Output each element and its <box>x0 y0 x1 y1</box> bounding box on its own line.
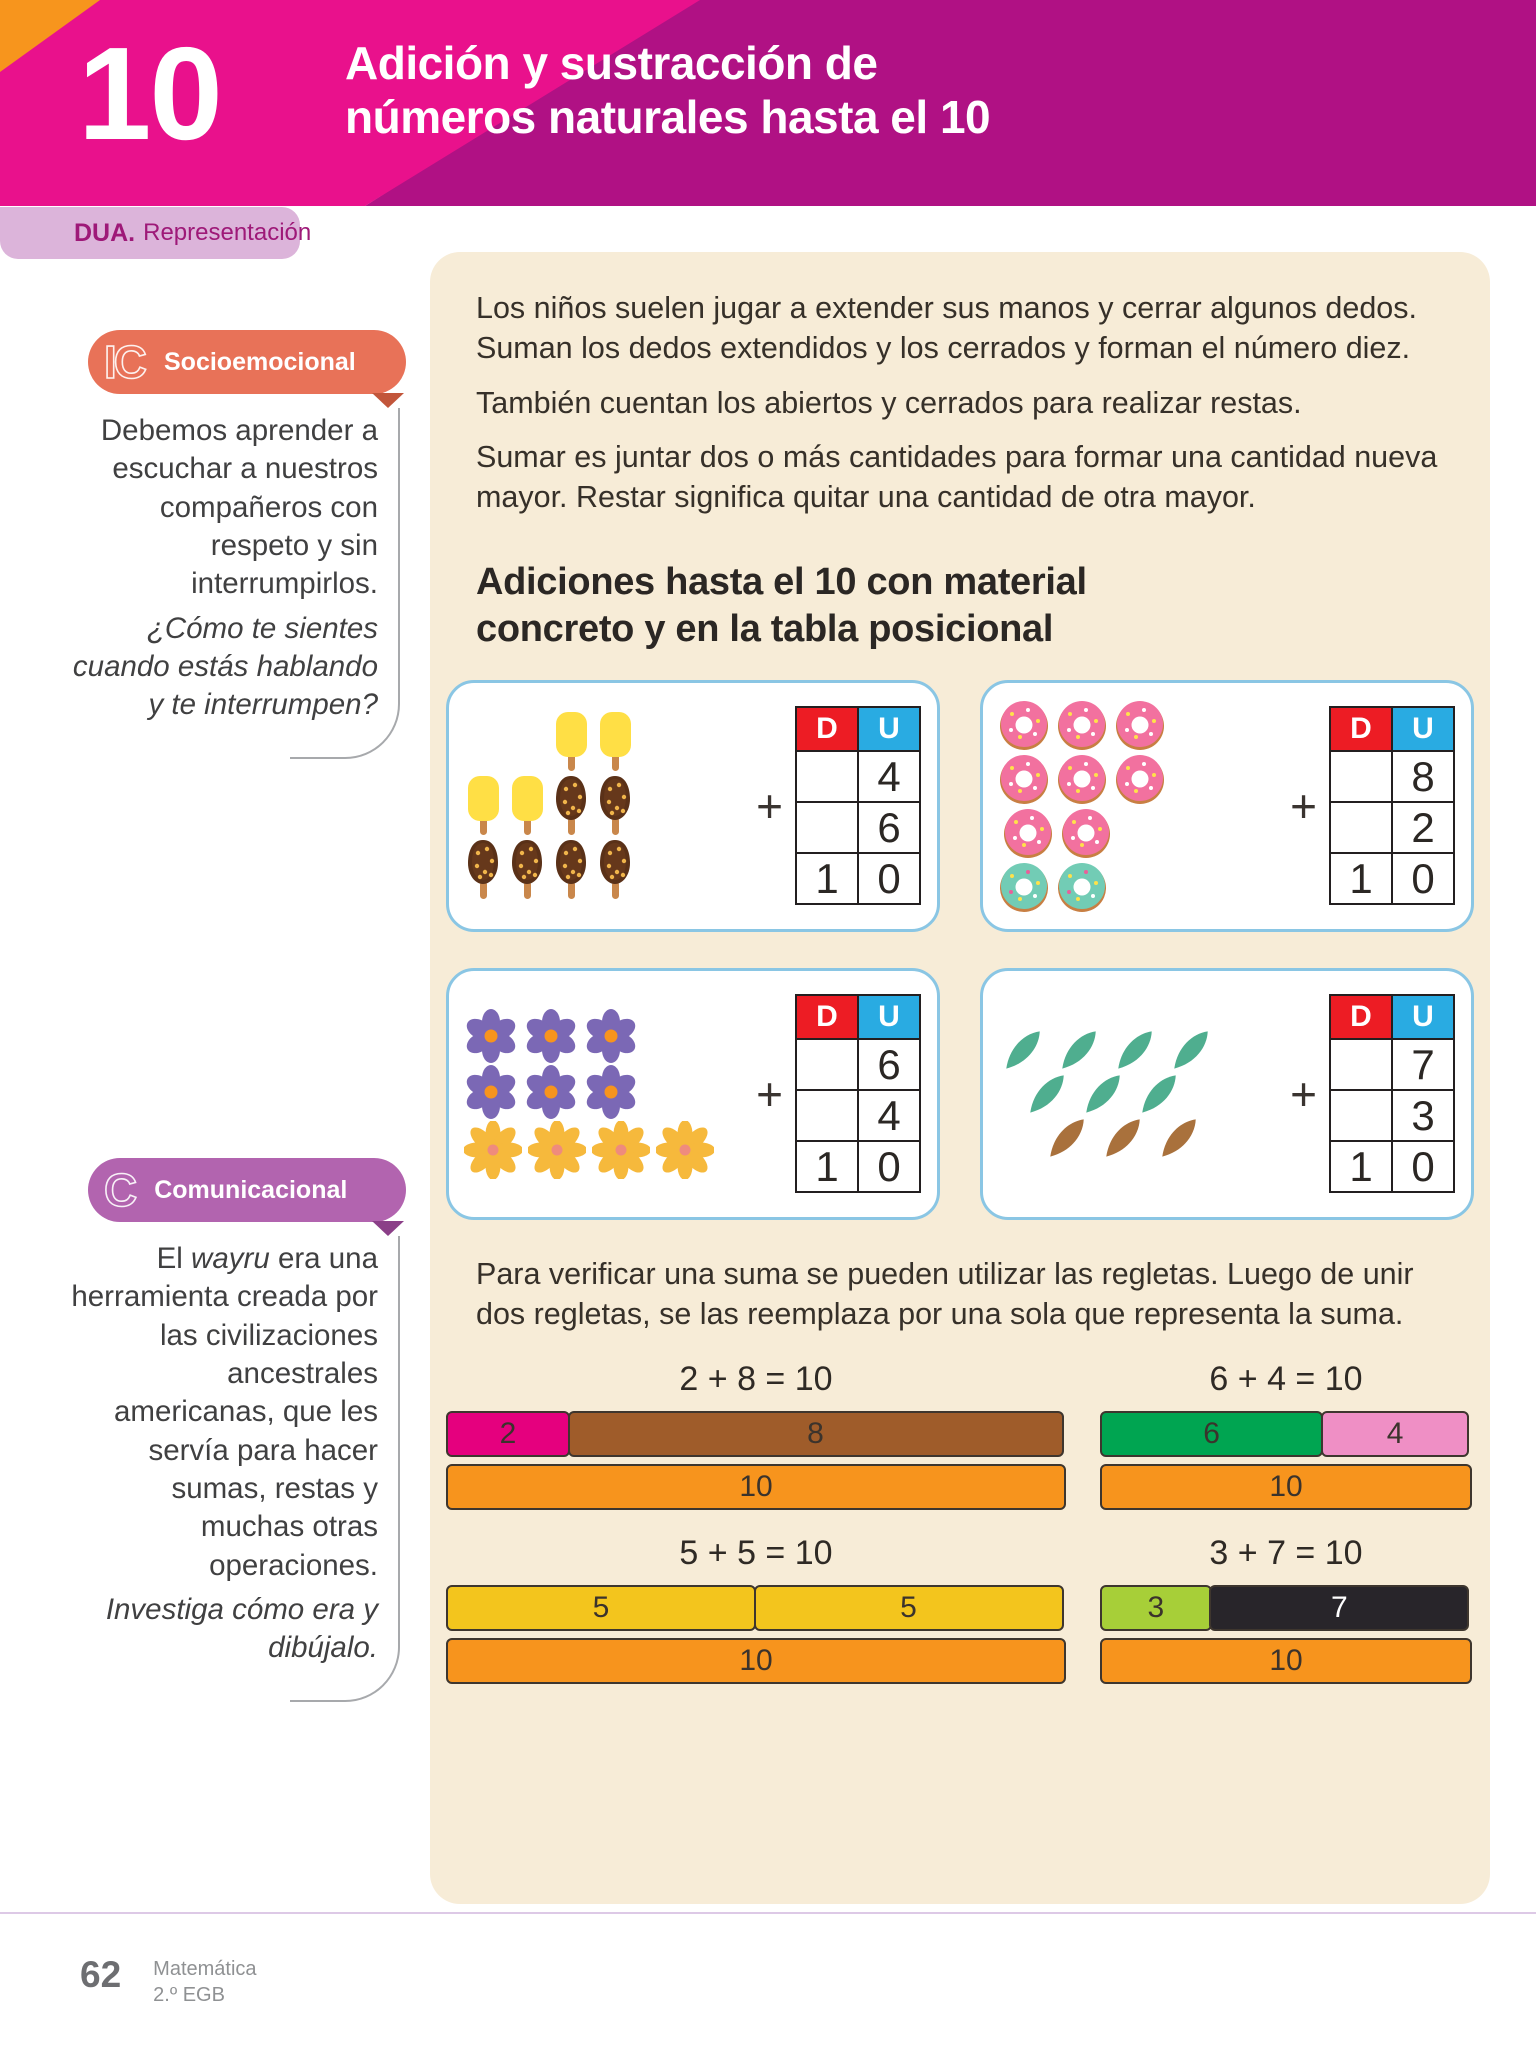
comunicacional-label: Comunicacional <box>154 1175 348 1204</box>
sum-rod-row <box>1100 1638 1472 1684</box>
leaf-brown-icon <box>1042 1111 1092 1165</box>
place-value-cell <box>796 1039 858 1090</box>
place-value-cell: 4 <box>858 751 920 802</box>
comunicacional-logo-icon: C <box>104 1164 135 1216</box>
place-value-cell: 0 <box>858 853 920 904</box>
flower-yellow-icon <box>592 1121 650 1179</box>
donuts-box <box>980 680 1474 932</box>
verify-paragraph: Para verificar una suma se pueden utilizar las regletas. Luego de unir dos regletas, se las reemplaza por una sola que representa la suma. <box>476 1256 1414 1332</box>
flower-purple-icon <box>524 1009 578 1063</box>
illustration-row <box>461 774 744 838</box>
intro-paragraph-3: Sumar es juntar dos o más cantidades para formar una cantidad nueva mayor. Restar significa quitar una cantidad de otra mayor. <box>476 439 1438 514</box>
page-title-line2: números naturales hasta el 10 <box>345 91 991 144</box>
place-value-cell <box>1330 1090 1392 1141</box>
rod-equation: 3 + 7 = 10 <box>1209 1534 1363 1573</box>
flower-purple-icon <box>584 1009 638 1063</box>
place-value-cell <box>796 1090 858 1141</box>
place-value-cell <box>1330 1039 1392 1090</box>
addend-rods-row <box>446 1411 1066 1457</box>
donuts-illustration <box>995 698 1278 914</box>
flowers-box <box>446 968 940 1220</box>
place-value-cell <box>1330 751 1392 802</box>
place-value-cell: 4 <box>858 1090 920 1141</box>
tens-header: D <box>796 995 858 1039</box>
page-title <box>345 36 990 145</box>
illustration-row <box>461 1064 744 1120</box>
donut-pink-icon <box>1002 807 1054 859</box>
flower-purple-icon <box>464 1065 518 1119</box>
socioemocional-header <box>88 330 406 394</box>
rod-equation: 6 + 4 = 10 <box>1209 1360 1363 1399</box>
place-value-cell: 7 <box>1392 1039 1454 1090</box>
illustration-row <box>461 710 744 774</box>
place-value-cell: 2 <box>1392 802 1454 853</box>
rod-equation: 5 + 5 = 10 <box>679 1534 833 1573</box>
note-border-decoration <box>290 1236 400 1702</box>
section-heading: Adiciones hasta el 10 con material concreto y en la tabla posicional <box>476 561 1087 650</box>
plus-sign: + <box>1290 779 1317 832</box>
choco-pop-icon <box>596 775 634 837</box>
rod-10: 10 <box>446 1638 1066 1684</box>
tens-header: D <box>1330 995 1392 1039</box>
page-title-line1: Adición y sustracción de <box>345 37 878 89</box>
striped-pop-icon <box>552 711 590 773</box>
footer-subject: Matemática <box>153 1958 257 1980</box>
place-value-cell: 8 <box>1392 751 1454 802</box>
donut-pink-icon <box>998 699 1050 751</box>
addend-rods-row <box>1100 1585 1472 1631</box>
dua-badge <box>0 207 312 259</box>
popsicles-illustration <box>461 710 744 902</box>
footer-divider <box>0 1912 1536 1914</box>
socioemocional-text: Debemos aprender a escuchar a nuestros compañeros con respeto y sin interrumpirlos. <box>100 414 378 601</box>
rod-5: 5 <box>754 1585 1064 1631</box>
units-header: U <box>1392 707 1454 751</box>
donut-pink-icon <box>1114 699 1166 751</box>
place-value-cell: 0 <box>1392 1141 1454 1192</box>
sum-rod-row <box>1100 1464 1472 1510</box>
units-header: U <box>1392 995 1454 1039</box>
pill-fold-decoration <box>372 1221 404 1236</box>
materials-grid <box>446 680 1474 1220</box>
rod-group <box>1100 1360 1472 1510</box>
place-value-cell: 3 <box>1392 1090 1454 1141</box>
socioemocional-label: Socioemocional <box>164 347 356 376</box>
intro-paragraph-2: También cuentan los abiertos y cerrados para realizar restas. <box>476 385 1302 420</box>
place-value-cell <box>1330 802 1392 853</box>
comunicacional-text-italic: wayru <box>191 1242 270 1275</box>
place-value-cell: 1 <box>796 1141 858 1192</box>
units-header: U <box>858 707 920 751</box>
choco-pop-icon <box>552 775 590 837</box>
page-footer <box>80 1954 257 2008</box>
main-content-panel <box>430 252 1490 1904</box>
rod-group <box>1100 1534 1472 1684</box>
place-value-table <box>795 706 921 905</box>
rod-5: 5 <box>446 1585 756 1631</box>
rod-group <box>446 1534 1066 1684</box>
place-value-cell <box>796 802 858 853</box>
comunicacional-question: Investiga cómo era y dibújalo. <box>105 1593 378 1665</box>
comunicacional-text-suffix: era una herramienta creada por las civilizaciones ancestrales americanas, que les servía para hacer sumas, restas y muchas otras operaciones. <box>71 1242 378 1582</box>
sum-rod-row <box>446 1638 1066 1684</box>
donut-pink-icon <box>1056 699 1108 751</box>
donut-mint-icon <box>1056 861 1108 913</box>
flower-purple-icon <box>584 1065 638 1119</box>
rod-10: 10 <box>1100 1638 1472 1684</box>
page-number: 62 <box>80 1954 122 1995</box>
donut-pink-icon <box>998 753 1050 805</box>
illustration-row <box>995 698 1278 752</box>
addend-rods-row <box>446 1585 1066 1631</box>
popsicles-box <box>446 680 940 932</box>
unit-number: 10 <box>78 20 221 167</box>
footer-meta <box>153 1954 256 2008</box>
pill-fold-decoration <box>372 393 404 408</box>
illustration-row <box>461 838 744 902</box>
striped-pop-icon <box>596 711 634 773</box>
place-value-cell <box>796 751 858 802</box>
illustration-row <box>995 806 1278 860</box>
rod-4: 4 <box>1321 1411 1470 1457</box>
place-value-table <box>1329 994 1455 1193</box>
place-value-cell: 1 <box>796 853 858 904</box>
socioemocional-note <box>70 408 400 759</box>
rod-3: 3 <box>1100 1585 1212 1631</box>
flower-yellow-icon <box>656 1121 714 1179</box>
flower-yellow-icon <box>464 1121 522 1179</box>
dua-label: DUA. <box>74 218 136 247</box>
rod-equation: 2 + 8 = 10 <box>679 1360 833 1399</box>
plus-sign: + <box>756 1067 783 1120</box>
place-value-cell: 1 <box>1330 853 1392 904</box>
striped-pop-icon <box>464 775 502 837</box>
leaves-illustration <box>995 1028 1278 1160</box>
donut-pink-icon <box>1060 807 1112 859</box>
rod-6: 6 <box>1100 1411 1323 1457</box>
comunicacional-note <box>70 1236 400 1702</box>
plus-sign: + <box>1290 1067 1317 1120</box>
comunicacional-header <box>88 1158 406 1222</box>
rod-10: 10 <box>1100 1464 1472 1510</box>
illustration-row <box>995 1110 1278 1166</box>
flower-yellow-icon <box>528 1121 586 1179</box>
units-header: U <box>858 995 920 1039</box>
rod-groups <box>446 1360 1472 1684</box>
addend-rods-row <box>1100 1411 1472 1457</box>
sum-rod-row <box>446 1464 1066 1510</box>
place-value-table <box>795 994 921 1193</box>
donut-pink-icon <box>1114 753 1166 805</box>
intro-paragraph-1: Los niños suelen jugar a extender sus manos y cerrar algunos dedos. Suman los dedos extendidos y los cerrados y forman el número diez. <box>476 291 1417 366</box>
choco-pop-icon <box>508 839 546 901</box>
flower-purple-icon <box>524 1065 578 1119</box>
illustration-row <box>995 752 1278 806</box>
socioemocional-question: ¿Cómo te sientes cuando estás hablando y te interrumpen? <box>72 611 378 722</box>
illustration-row <box>995 860 1278 914</box>
rod-group <box>446 1360 1066 1510</box>
socioemocional-logo-icon: IC <box>104 336 144 388</box>
rod-8: 8 <box>568 1411 1064 1457</box>
rod-2: 2 <box>446 1411 570 1457</box>
note-border-decoration <box>290 408 400 759</box>
choco-pop-icon <box>596 839 634 901</box>
leaf-brown-icon <box>1098 1111 1148 1165</box>
choco-pop-icon <box>464 839 502 901</box>
tens-header: D <box>796 707 858 751</box>
illustration-row <box>461 1120 744 1180</box>
comunicacional-text-prefix: El <box>156 1242 192 1275</box>
tens-header: D <box>1330 707 1392 751</box>
footer-grade: 2.º EGB <box>153 1984 225 2006</box>
plus-sign: + <box>756 779 783 832</box>
striped-pop-icon <box>508 775 546 837</box>
place-value-table <box>1329 706 1455 905</box>
rod-7: 7 <box>1209 1585 1469 1631</box>
dua-text: Representación <box>143 219 312 246</box>
place-value-cell: 6 <box>858 802 920 853</box>
leaves-box <box>980 968 1474 1220</box>
donut-pink-icon <box>1056 753 1108 805</box>
leaf-brown-icon <box>1154 1111 1204 1165</box>
place-value-cell: 1 <box>1330 1141 1392 1192</box>
flower-purple-icon <box>464 1009 518 1063</box>
place-value-cell: 0 <box>1392 853 1454 904</box>
choco-pop-icon <box>552 839 590 901</box>
illustration-row <box>461 1008 744 1064</box>
donut-mint-icon <box>998 861 1050 913</box>
place-value-cell: 6 <box>858 1039 920 1090</box>
flowers-illustration <box>461 1008 744 1180</box>
rod-10: 10 <box>446 1464 1066 1510</box>
place-value-cell: 0 <box>858 1141 920 1192</box>
